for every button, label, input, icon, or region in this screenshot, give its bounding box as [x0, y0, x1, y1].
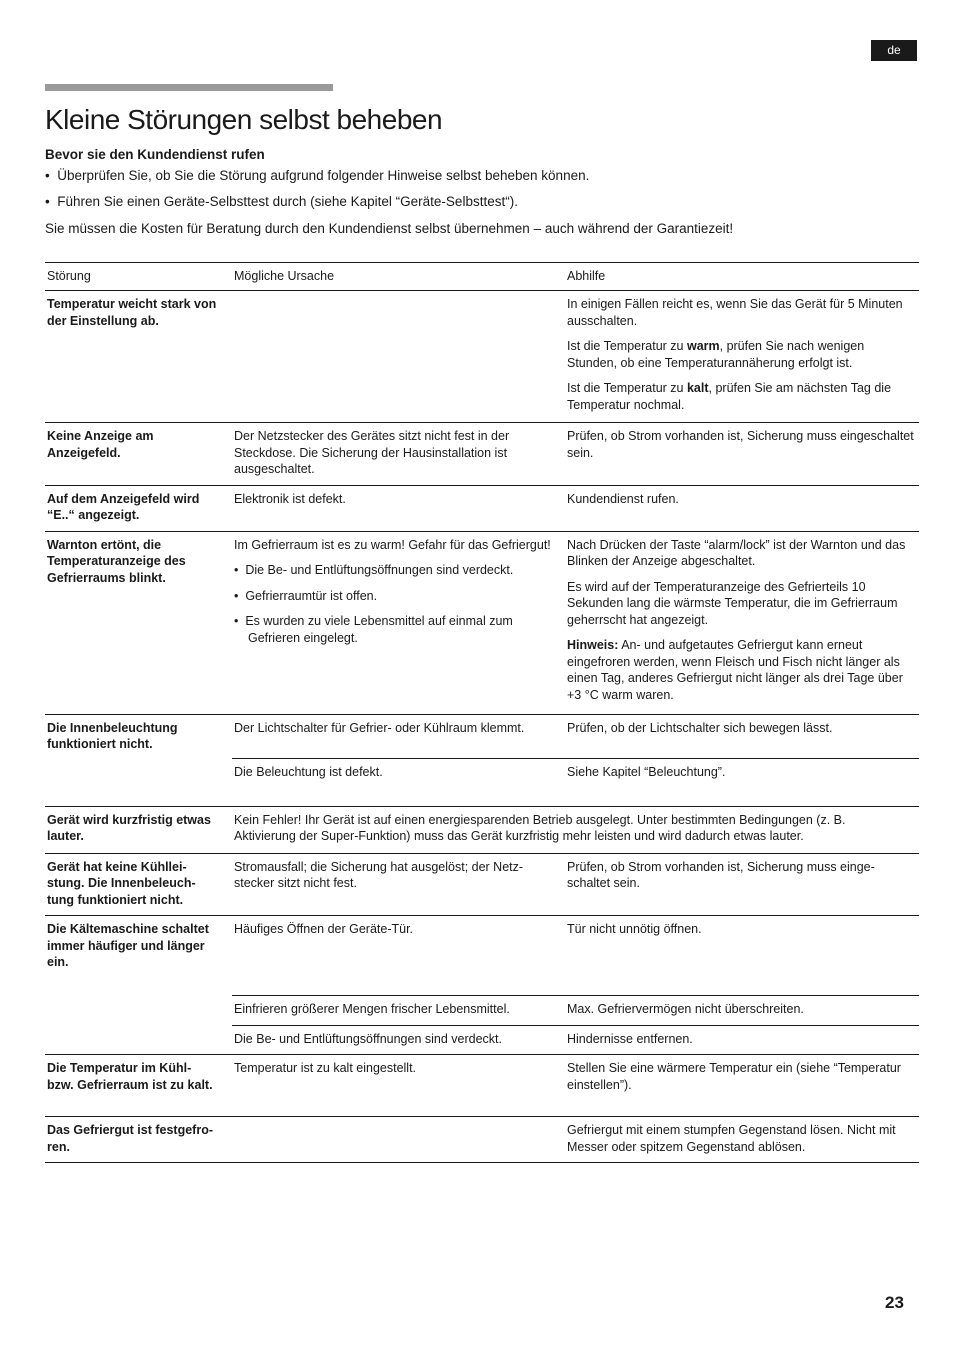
- cause-cell: [232, 531, 565, 714]
- table-row: [45, 1055, 919, 1117]
- subheading: Bevor sie den Kundendienst rufen: [45, 147, 265, 162]
- remedy-cell: Max. Gefriervermögen nicht überschreiten.: [565, 996, 919, 1026]
- table-row: [45, 853, 919, 916]
- cause-cell: Die Be- und Entlüftungsöffnungen sind verdeckt.: [232, 1025, 565, 1055]
- remedy-cell: Hindernisse entfernen.: [565, 1025, 919, 1055]
- issue-cell: Die Innenbeleuchtung funktioniert nicht.: [45, 714, 232, 806]
- page-number: 23: [885, 1293, 904, 1312]
- cause-cell: [232, 291, 565, 423]
- cause-cell: Der Netzstecker des Gerätes sitzt nicht fest in der Steckdose. Die Sicherung der Hausinstallation ist ausgeschaltet.: [232, 423, 565, 486]
- cause-cell: Temperatur ist zu kalt eingestellt.: [232, 1055, 565, 1117]
- issue-cell: Gerät wird kurzfristig etwas lauter.: [45, 806, 232, 853]
- remedy-text: Ist die Temperatur zu kalt, prüfen Sie am nächsten Tag die Temperatur nochmal.: [567, 381, 892, 412]
- bullet-item: • Führen Sie einen Geräte-Selbsttest durch (siehe Kapitel “Geräte-Selbsttest“).: [45, 194, 518, 209]
- remedy-cell: [565, 291, 919, 423]
- cause-text: Im Gefrierraum ist es zu warm! Gefahr für das Gefriergut!: [234, 537, 551, 552]
- cause-cell: Kein Fehler! Ihr Gerät ist auf einen energiesparenden Betrieb ausgelegt. Unter bestimmten Bedingungen (z. B. Aktivierung der Super-Funktion) muss das Gerät kurzfristig mehr leisten und wird dadurch etwas lauter.: [232, 806, 919, 853]
- issue-cell: Das Gefriergut ist festgefro-ren.: [45, 1117, 232, 1163]
- table-row: [45, 423, 919, 486]
- issue-cell: Keine Anzeige am Anzeigefeld.: [45, 423, 232, 486]
- cost-note: Sie müssen die Kosten für Beratung durch den Kundendienst selbst übernehmen – auch während der Garantiezeit!: [45, 221, 734, 236]
- remedy-text: Ist die Temperatur zu warm, prüfen Sie nach wenigen Stunden, ob eine Temperaturannäherung erfolgt ist.: [567, 339, 865, 370]
- remedy-text: In einigen Fällen reicht es, wenn Sie das Gerät für 5 Minuten ausschalten.: [567, 297, 903, 328]
- remedy-text: Es wird auf der Temperaturanzeige des Gefrierteils 10 Sekunden lang die wärmste Temperatur, die im Gefrierraum geherrscht hat angezeigt.: [567, 579, 898, 627]
- cause-bullet: • Die Be- und Entlüftungsöffnungen sind verdeckt.: [234, 563, 514, 577]
- cause-cell: Die Beleuchtung ist defekt.: [232, 758, 565, 806]
- bullet-text: Überprüfen Sie, ob Sie die Störung aufgrund folgender Hinweise selbst beheben können.: [57, 168, 590, 183]
- table-row: [45, 916, 919, 996]
- cause-bullet: • Gefrierraumtür ist offen.: [234, 588, 378, 603]
- bullet-item: • Überprüfen Sie, ob Sie die Störung aufgrund folgender Hinweise selbst beheben können.: [45, 168, 590, 183]
- col-header-ursache: Mögliche Ursache: [232, 263, 565, 291]
- remedy-cell: Kundendienst rufen.: [565, 485, 919, 531]
- remedy-cell: Stellen Sie eine wärmere Temperatur ein (siehe “Temperatur einstellen”).: [565, 1055, 919, 1117]
- table-row: [45, 291, 919, 423]
- table-header-row: [45, 263, 919, 291]
- issue-cell: Die Kältemaschine schaltet immer häufiger und länger ein.: [45, 916, 232, 1055]
- remedy-cell: Gefriergut mit einem stumpfen Gegenstand lösen. Nicht mit Messer oder spitzem Gegenstand ablösen.: [565, 1117, 919, 1163]
- issue-cell: Auf dem Anzeigefeld wird “E..“ angezeigt.: [45, 485, 232, 531]
- language-badge: de: [871, 40, 917, 61]
- bullet-text: Führen Sie einen Geräte-Selbsttest durch (siehe Kapitel “Geräte-Selbsttest“).: [57, 194, 518, 209]
- cause-cell: Elektronik ist defekt.: [232, 485, 565, 531]
- cause-cell: Einfrieren größerer Mengen frischer Lebensmittel.: [232, 996, 565, 1026]
- cause-cell: Der Lichtschalter für Gefrier- oder Kühlraum klemmt.: [232, 714, 565, 758]
- troubleshooting-table: [45, 262, 919, 1163]
- remedy-cell: Tür nicht unnötig öffnen.: [565, 916, 919, 996]
- remedy-cell: Prüfen, ob Strom vorhanden ist, Sicherung muss eingeschaltet sein.: [565, 423, 919, 486]
- issue-cell: Warnton ertönt, die Temperaturanzeige des Gefrierraums blinkt.: [45, 531, 232, 714]
- section-rule: [45, 84, 333, 91]
- cause-cell: [232, 1117, 565, 1163]
- table-row: [45, 485, 919, 531]
- table-row: [45, 806, 919, 853]
- remedy-cell: [565, 531, 919, 714]
- col-header-stoerung: Störung: [45, 263, 232, 291]
- remedy-cell: Siehe Kapitel “Beleuchtung”.: [565, 758, 919, 806]
- cause-cell: Stromausfall; die Sicherung hat ausgelöst; der Netz-stecker sitzt nicht fest.: [232, 853, 565, 916]
- cause-cell: Häufiges Öffnen der Geräte-Tür.: [232, 916, 565, 996]
- remedy-cell: Prüfen, ob der Lichtschalter sich bewegen lässt.: [565, 714, 919, 758]
- table-row: [45, 714, 919, 758]
- table-row: [45, 531, 919, 714]
- page-title: Kleine Störungen selbst beheben: [45, 104, 443, 135]
- col-header-abhilfe: Abhilfe: [565, 263, 919, 291]
- cause-bullet: • Es wurden zu viele Lebensmittel auf einmal zum Gefrieren eingelegt.: [234, 614, 513, 645]
- issue-cell: Gerät hat keine Kühllei-stung. Die Innenbeleuch-tung funktioniert nicht.: [45, 853, 232, 916]
- remedy-cell: Prüfen, ob Strom vorhanden ist, Sicherung muss einge-schaltet sein.: [565, 853, 919, 916]
- table-row: [45, 1117, 919, 1163]
- issue-cell: Temperatur weicht stark von der Einstellung ab.: [47, 297, 217, 328]
- remedy-text: Hinweis: An- und aufgetautes Gefriergut kann erneut eingefroren werden, wenn Fleisch und Fisch nicht länger als einen Tag, anderes Gefriergut nicht länger als drei Tage über +3 °C warm waren.: [567, 638, 903, 702]
- issue-cell: Die Temperatur im Kühl- bzw. Gefrierraum ist zu kalt.: [45, 1055, 232, 1117]
- remedy-text: Nach Drücken der Taste “alarm/lock” ist der Warnton und das Blinken der Anzeige abgeschaltet.: [567, 537, 906, 568]
